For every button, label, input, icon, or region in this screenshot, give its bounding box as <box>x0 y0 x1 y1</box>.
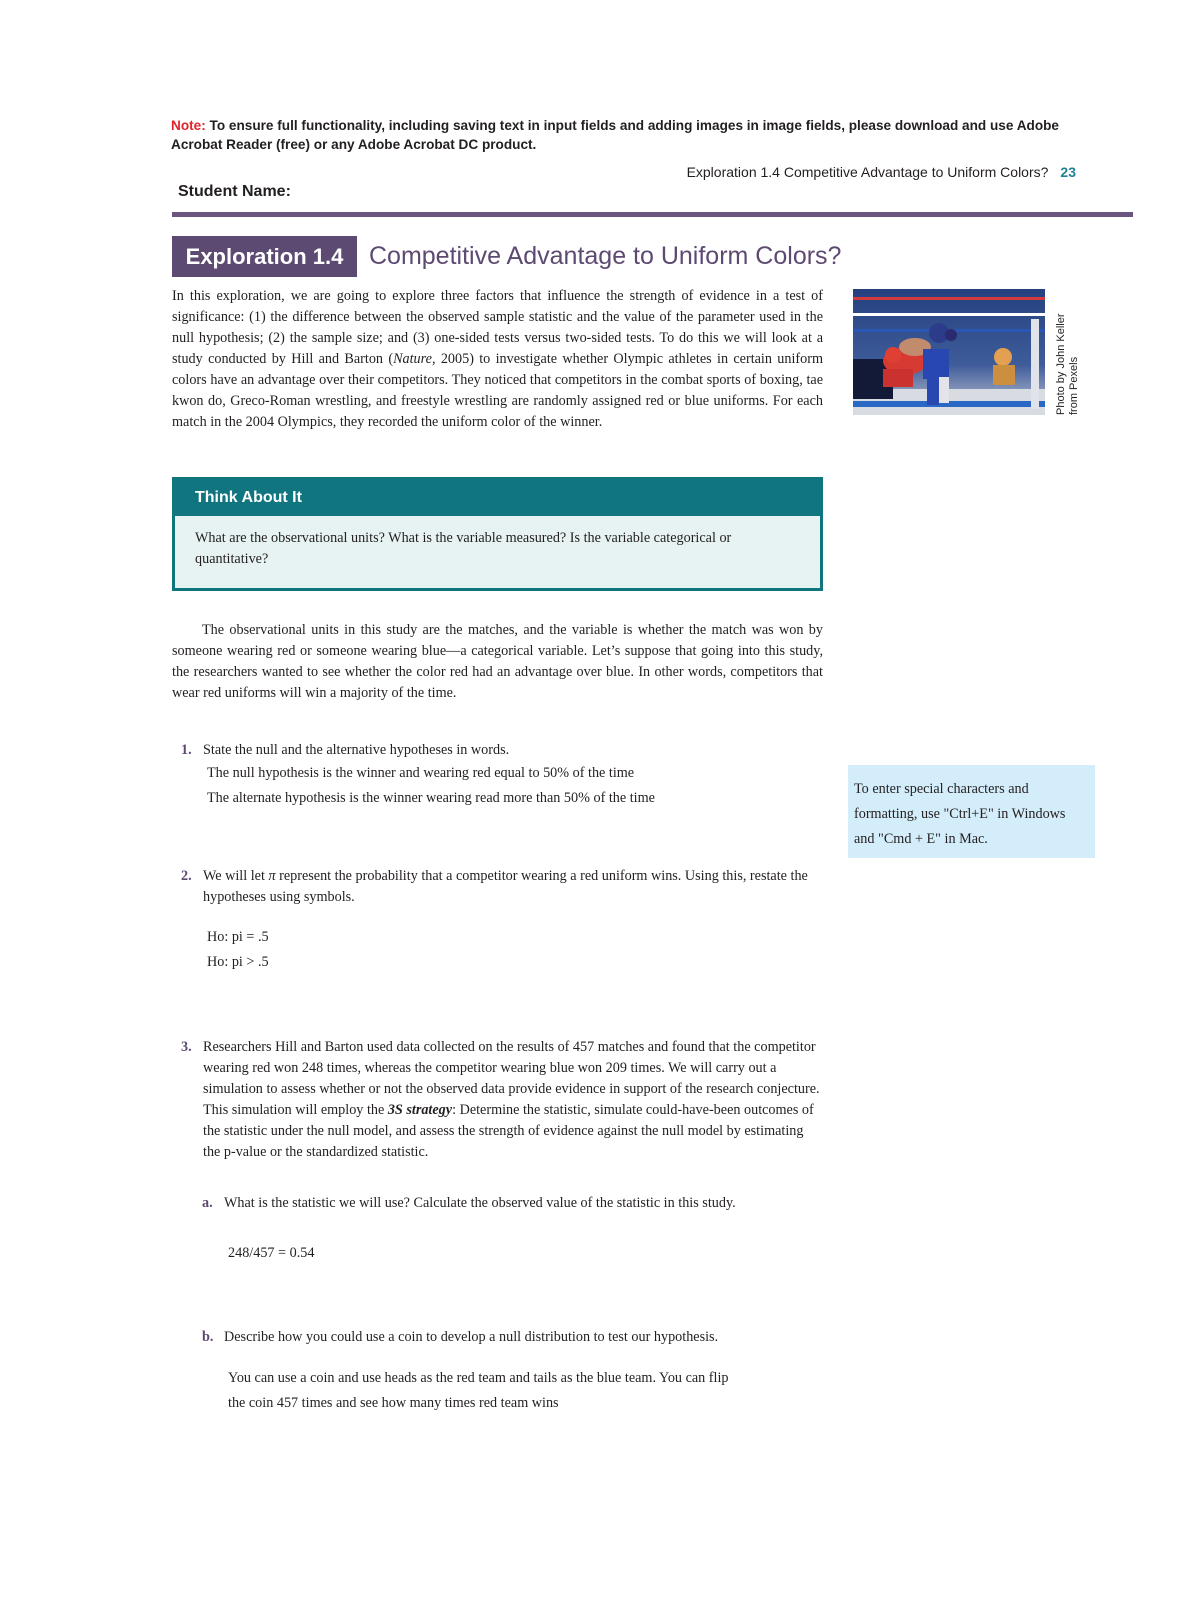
question-number: 2. <box>181 868 192 884</box>
part-text: What is the statistic we will use? Calculate the observed value of the statistic in this study. <box>224 1195 736 1211</box>
running-head-title: Exploration 1.4 Competitive Advantage to Uniform Colors? <box>686 164 1049 180</box>
special-characters-tip: To enter special characters and formatting, use "Ctrl+E" in Windows and "Cmd + E" in Mac. <box>848 765 1095 858</box>
answer-field-3a[interactable] <box>228 1241 808 1266</box>
question-text-end: represent the probability that a competitor wearing a red uniform wins. Using this, restate the hypotheses using symbols. <box>203 868 808 905</box>
answer-line: 248/457 = 0.54 <box>228 1245 315 1261</box>
question-text <box>203 1037 821 1163</box>
photo-credit-text: Photo by John Keller from Pexels <box>1055 313 1080 415</box>
intro-text-start: In this exploration, we are going to explore three factors that influence the strength of evidence in a test of significance: (1) the difference between the observed sample statistic and the value of the parameter used in the null hypothesis; (2) the sample size; and (3) one-sided tests versus two-sided tests. To do this we will look at a study conducted by Hill and Barton ( <box>172 288 823 367</box>
question-text: State the null and the alternative hypotheses in words. <box>203 742 510 758</box>
student-name-field[interactable] <box>305 180 909 206</box>
question-text-end: : Determine the statistic, simulate could-have-been outcomes of the statistic under the null model, and assess the strength of evidence against the null model by estimating the p-value or the standardized statistic. <box>203 1102 814 1160</box>
question-text <box>203 866 821 908</box>
answer-field-1[interactable] <box>207 761 807 811</box>
observation-paragraph: The observational units in this study are the matches, and the variable is whether the match was won by someone wearing red or someone wearing blue—a categorical variable. Let’s suppose that going into this study, the researchers wanted to see whether the color red had an advantage over blue. In other words, competitors that wear red uniforms will win a majority of the time. <box>172 622 823 701</box>
answer-line: the coin 457 times and see how many times red team wins <box>228 1395 559 1411</box>
answer-line: You can use a coin and use heads as the red team and tails as the blue team. You can flip <box>228 1370 729 1386</box>
think-about-it-heading: Think About It <box>175 480 820 516</box>
pi-symbol: π <box>268 868 276 884</box>
page-number: 23 <box>1060 164 1076 180</box>
part-letter: b. <box>202 1329 214 1345</box>
answer-line: Ho: pi = .5 <box>207 929 269 945</box>
header-rule <box>172 212 1133 217</box>
intro-paragraph <box>172 286 823 433</box>
exploration-title: Competitive Advantage to Uniform Colors? <box>369 242 842 270</box>
running-head <box>656 164 1076 180</box>
think-about-it-body: What are the observational units? What is the variable measured? Is the variable categorical or quantitative? <box>195 530 732 567</box>
journal-name: Nature <box>393 351 432 367</box>
answer-line: Ho: pi > .5 <box>207 954 269 970</box>
exploration-badge: Exploration 1.4 <box>172 236 357 277</box>
boxing-photo-image <box>853 289 1045 415</box>
part-text: Describe how you could use a coin to develop a null distribution to test our hypothesis. <box>224 1329 719 1345</box>
question-1 <box>181 740 821 761</box>
question-text-start: Researchers Hill and Barton used data collected on the results of 457 matches and found that the competitor wearing red won 248 times, whereas the competitor wearing blue won 209 times. We will carry out a simulation to assess whether or not the observed data provide evidence in support of the research conjecture. This simulation will employ the <box>203 1039 820 1118</box>
student-name-label: Student Name: <box>178 183 291 200</box>
question-text-start: We will let <box>203 868 269 884</box>
note-text: To ensure full functionality, including saving text in input fields and adding images in image fields, please download and use Adobe Acrobat Reader (free) or any Adobe Acrobat DC product. <box>171 118 1059 152</box>
question-2 <box>181 866 821 908</box>
part-letter: a. <box>202 1195 213 1211</box>
answer-field-2[interactable] <box>207 925 807 975</box>
intro-text-end: , 2005) to investigate whether Olympic athletes in certain uniform colors have an advantage over their competitors. They noticed that competitors in the combat sports of boxing, tae kwon do, Greco-Roman wrestling, and freestyle wrestling are randomly assigned red or blue uniforms. For each match in the 2004 Olympics, they recorded the uniform color of the winner. <box>172 351 823 430</box>
answer-field-3b[interactable] <box>228 1366 828 1416</box>
question-number: 3. <box>181 1039 192 1055</box>
boxing-photo <box>853 289 1045 415</box>
download-note <box>171 116 1091 154</box>
question-3a <box>202 1193 822 1214</box>
photo-credit <box>1047 289 1081 415</box>
note-label: Note: <box>171 118 206 133</box>
think-about-it-box <box>172 477 823 591</box>
answer-line: The null hypothesis is the winner and wearing red equal to 50% of the time <box>207 765 635 781</box>
question-3 <box>181 1037 821 1163</box>
3s-strategy-term: 3S strategy <box>387 1102 453 1118</box>
question-number: 1. <box>181 742 192 758</box>
answer-line: The alternate hypothesis is the winner wearing read more than 50% of the time <box>207 790 655 806</box>
question-3b <box>202 1327 822 1348</box>
